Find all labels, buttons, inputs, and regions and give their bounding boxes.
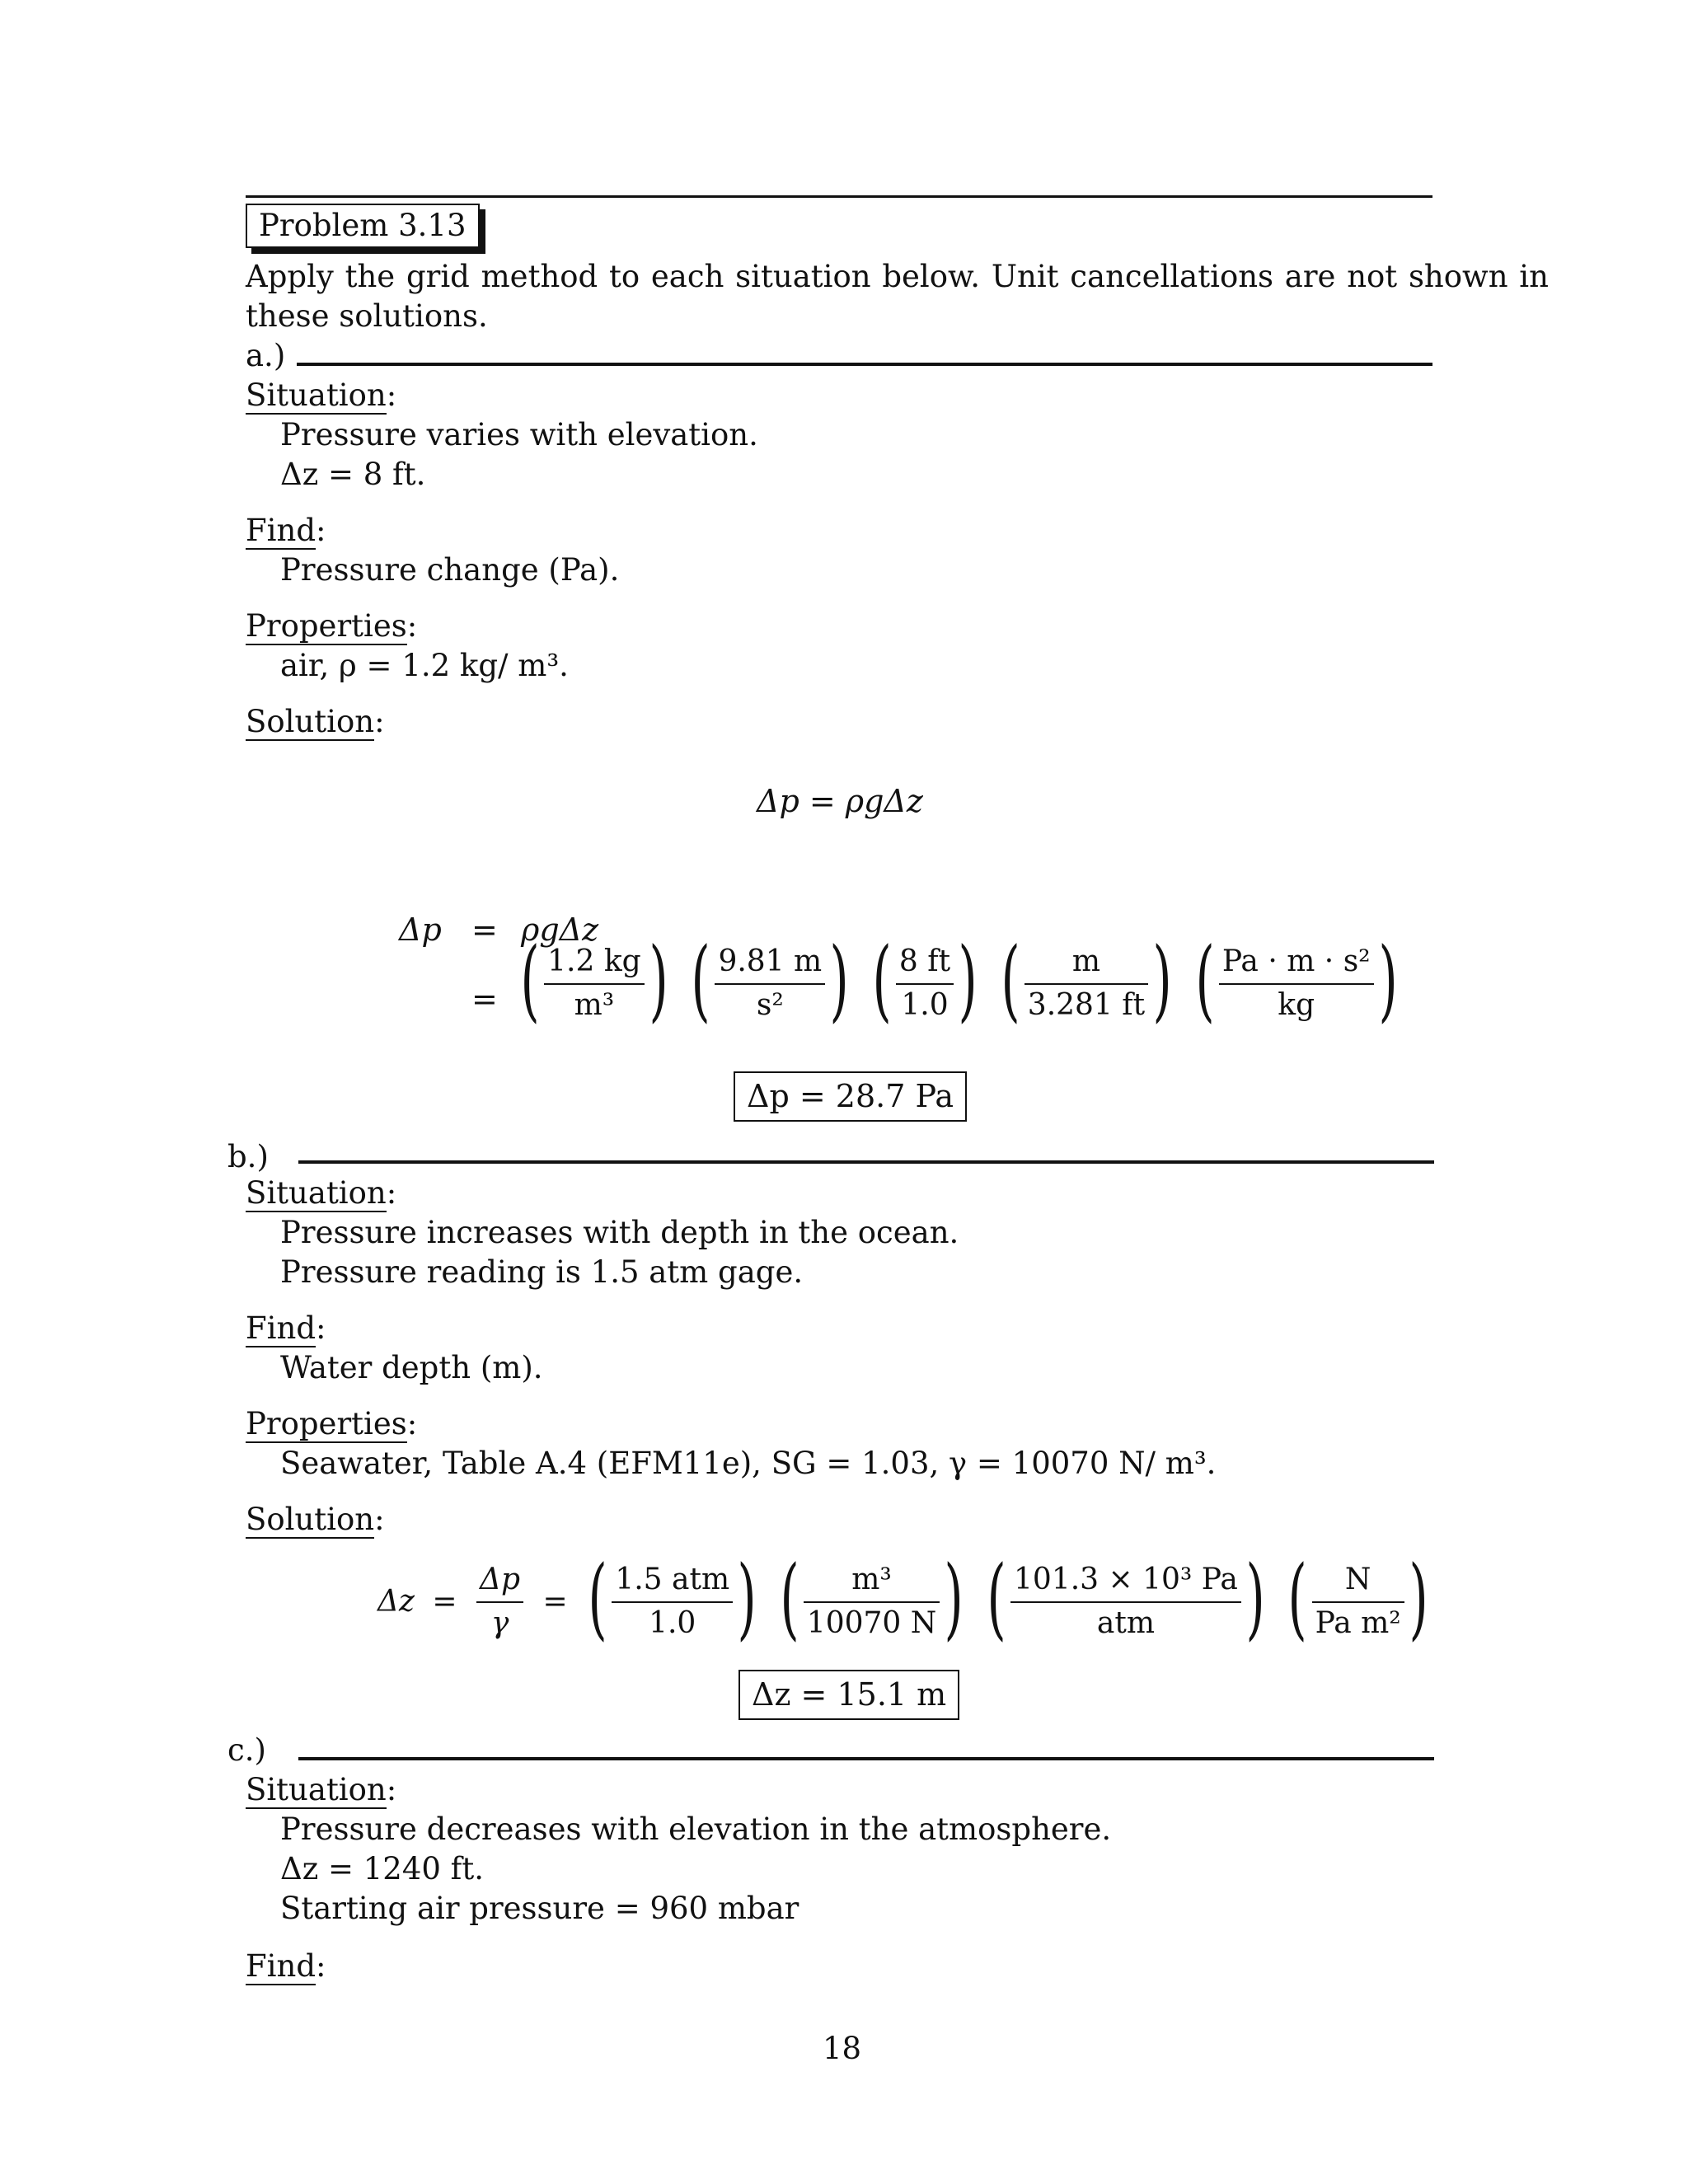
factor-pascal: ( $\frac{\text{Pa · m · s²}}{kg}$ ): [1195, 929, 1398, 1032]
part-a-properties-heading: Properties:: [246, 608, 418, 644]
part-b-result: Δz = 15.1 m: [738, 1670, 959, 1720]
part-b-situation-line-1: Pressure increases with depth in the ocean.: [280, 1215, 959, 1250]
part-b-properties-text: Seawater, Table A.4 (EFM11e), SG = 1.03, γ = 10070 N/ m³.: [280, 1446, 1217, 1481]
part-c-situation-line-1: Pressure decreases with elevation in the atmosphere.: [280, 1811, 1112, 1847]
part-c-marker: c.): [227, 1732, 266, 1768]
part-c-rule: [298, 1757, 1434, 1760]
part-a-eq-equals-1: =: [471, 912, 498, 948]
factor-elevation: ( $\frac{8 ft}{1.0}$ ): [872, 929, 978, 1032]
part-b-situation-line-2: Pressure reading is 1.5 atm gage.: [280, 1254, 804, 1290]
factor-specific-weight: ( $\frac{\text{m³}}{10070 N}$ ): [780, 1547, 964, 1650]
problem-title-box: [246, 204, 480, 248]
part-a-solution-heading: Solution:: [246, 704, 385, 739]
part-a-properties-text: air, ρ = 1.2 kg/ m³.: [280, 648, 569, 683]
part-c-situation-line-3: Starting air pressure = 960 mbar: [280, 1891, 799, 1926]
part-b-find-heading: Find:: [246, 1310, 326, 1346]
intro-line-1: Apply the grid method to each situation below. Unit cancellations are not shown in: [246, 259, 1549, 294]
part-c-situation-heading: Situation:: [246, 1772, 397, 1807]
part-b-marker: b.): [227, 1139, 269, 1174]
part-b-rule: [298, 1160, 1434, 1164]
intro-line-2: these solutions.: [246, 298, 488, 334]
factor-pressure-reading: ( $\frac{\text{1.5 atm}}{1.0}$ ): [588, 1547, 757, 1650]
factor-ft-to-m: ( $\frac{m}{3.281 ft}$ ): [1001, 929, 1172, 1032]
factor-gravity: ( $\frac{9.81 m}{\text{s²}}$ ): [691, 929, 849, 1032]
part-a-rule: [297, 363, 1432, 366]
part-b-properties-heading: Properties:: [246, 1406, 418, 1441]
factor-density: ( $\frac{1.2 kg}{\text{m³}}$ ): [520, 929, 668, 1032]
part-a-main-equation: Δp = ρgΔz: [757, 783, 923, 819]
part-a-find-text: Pressure change (Pa).: [280, 552, 620, 588]
part-b-situation-heading: Situation:: [246, 1175, 397, 1211]
part-a-find-heading: Find:: [246, 513, 326, 548]
part-b-ratio: $\frac{\Delta p}{\gamma}$: [476, 1561, 523, 1643]
part-a-result: Δp = 28.7 Pa: [734, 1071, 967, 1122]
part-c-find-heading: Find:: [246, 1948, 326, 1984]
part-a-eq-lhs: Δp: [399, 912, 442, 948]
factor-atm-to-pa: ( $\frac{\text{101.3 × 10³ Pa}}{\text{atm}}$ ): [987, 1547, 1265, 1650]
part-a-eq-rhs-1: ρgΔz: [521, 912, 599, 948]
factor-newton: ( $\frac{N}{\text{Pa m²}}$ ): [1287, 1547, 1428, 1650]
problem-title: Problem 3.13: [259, 208, 467, 243]
part-b-solution-heading: Solution:: [246, 1502, 385, 1537]
part-b-lhs: Δz: [377, 1584, 415, 1619]
part-b-equation: Δz = $\frac{\Delta p}{\gamma}$ = ( $\frac{\text{1.5 atm}}{1.0}$ ) ( $\frac{\text{m³}}{10070 N}$ ) ( $\frac{\text{101.3 × 10³ Pa}}{\text{atm}}$ ) ( $\frac{N}{\text{Pa m²}}$ ): [377, 1558, 1439, 1647]
part-a-situation-heading: Situation:: [246, 377, 397, 413]
part-a-situation-line-1: Pressure varies with elevation.: [280, 417, 758, 452]
page-number: 18: [823, 2031, 862, 2066]
part-a-situation-line-2: Δz = 8 ft.: [280, 457, 426, 492]
part-b-find-text: Water depth (m).: [280, 1350, 543, 1385]
part-a-marker: a.): [246, 338, 286, 373]
part-a-eq-equals-2: =: [471, 981, 498, 1017]
top-rule: [246, 195, 1432, 198]
part-c-situation-line-2: Δz = 1240 ft.: [280, 1851, 484, 1886]
